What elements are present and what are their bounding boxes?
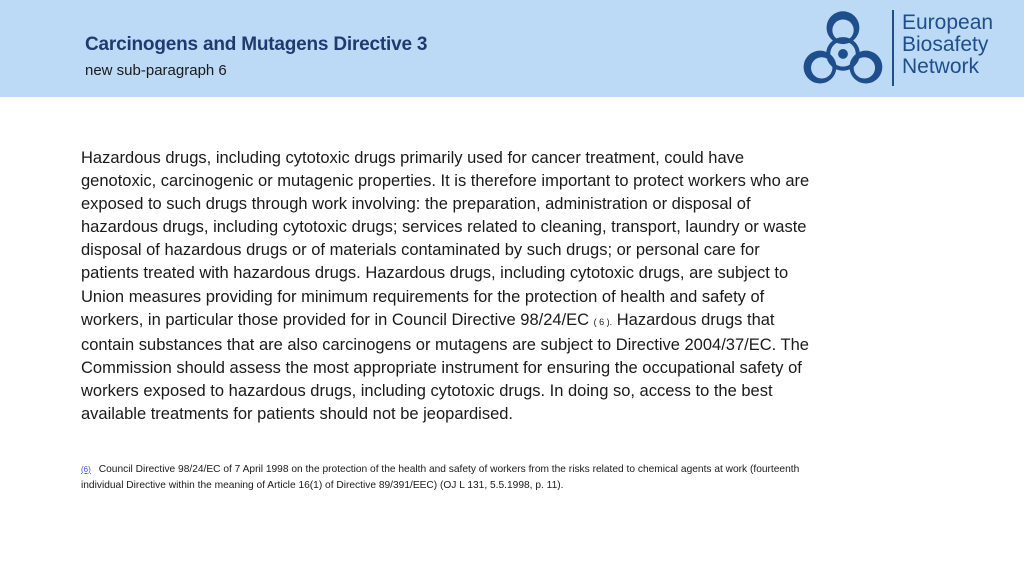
- logo-line-2: Biosafety: [902, 33, 989, 56]
- logo-wordmark: [902, 12, 993, 78]
- header-banner: [0, 0, 1024, 97]
- page-title: Carcinogens and Mutagens Directive 3: [85, 34, 428, 55]
- paragraph-part-2: Hazardous drugs that contain substances that are also carcinogens or mutagens are subject to Directive 2004/37/EC. The Commission should assess the most appropriate instrument for ensuring the occupational safety of workers exposed to hazardous drugs, including cytotoxic drugs. In doing so, access to the best available treatments for patients should not be jeopardised.: [81, 310, 809, 424]
- main-paragraph: [81, 147, 817, 426]
- footnote-reference[interactable]: ( 6 ).: [593, 316, 613, 327]
- biohazard-icon: [800, 8, 886, 90]
- logo-divider: [892, 10, 894, 86]
- logo-line-1: European: [902, 11, 994, 34]
- footnote-marker-link[interactable]: (6): [81, 465, 91, 474]
- page-subtitle: new sub-paragraph 6: [85, 62, 227, 79]
- logo-line-3: Network: [902, 55, 980, 78]
- paragraph-part-1: Hazardous drugs, including cytotoxic drugs primarily used for cancer treatment, could have genotoxic, carcinogenic or mutagenic properties. It is therefore important to protect workers who are exposed to such drugs through work involving: the preparation, administration or disposal of hazardous drugs, including cytotoxic drugs; services related to cleaning, transport, laundry or waste disposal of hazardous drugs or of materials contaminated by such drugs; or personal care for patients treated with hazardous drugs. Hazardous drugs, including cytotoxic drugs, are subject to Union measures providing for minimum requirements for the protection of health and safety of workers, in particular those provided for in Council Directive 98/24/EC: [81, 149, 810, 329]
- footnote: [81, 462, 801, 494]
- footnote-text: Council Directive 98/24/EC of 7 April 1998 on the protection of the health and safety of workers from the risks related to chemical agents at work (fourteenth individual Directive within the meaning of Article 16(1) of Directive 89/391/EEC) (OJ L 131, 5.5.1998, p. 11).: [81, 464, 800, 491]
